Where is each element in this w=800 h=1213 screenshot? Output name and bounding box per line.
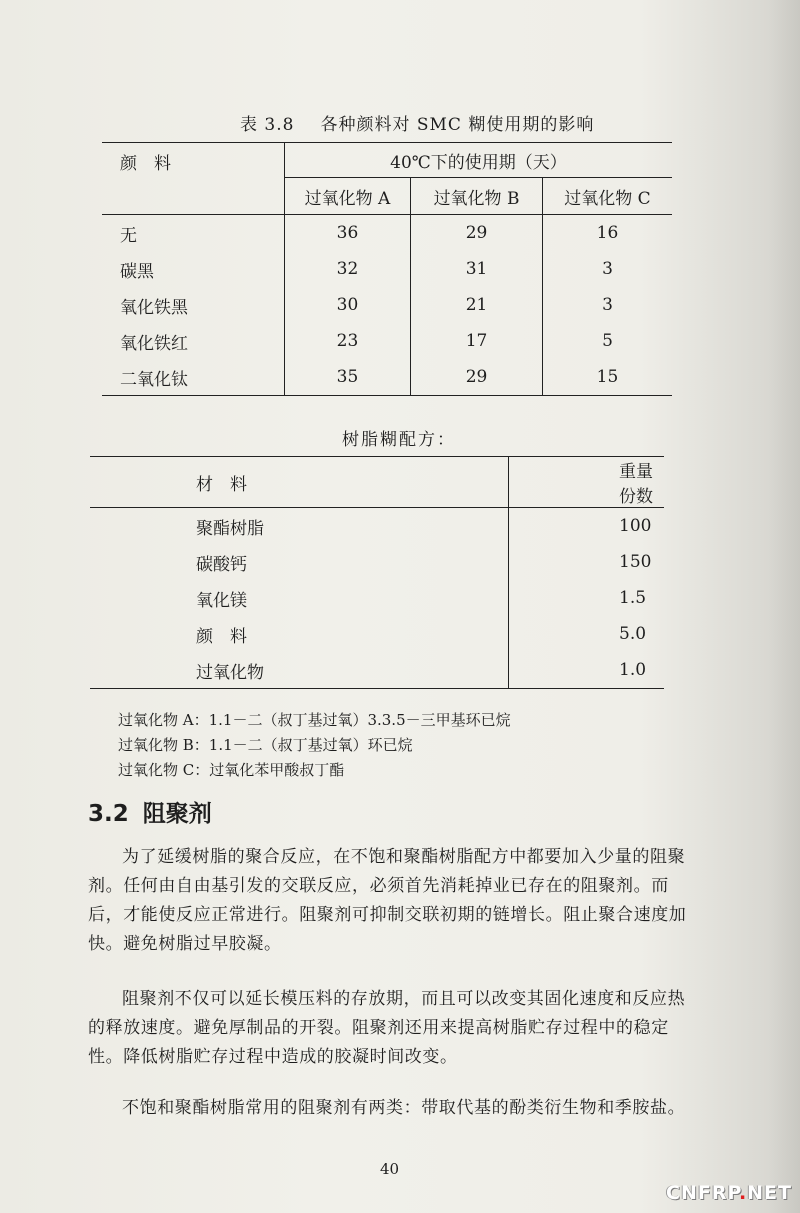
note-peroxide-b: 过氧化物 B：1.1－二（叔丁基过氧）环已烷 bbox=[118, 736, 413, 754]
value-a-cell: 35 bbox=[284, 359, 410, 396]
material-cell: 聚酯树脂 bbox=[90, 508, 509, 545]
value-a-cell: 32 bbox=[284, 251, 410, 287]
resin-paste-formula-table bbox=[90, 456, 664, 689]
table-row bbox=[90, 508, 664, 545]
watermark-right: NET bbox=[747, 1182, 792, 1204]
material-cell: 过氧化物 bbox=[90, 652, 509, 689]
paragraph bbox=[88, 985, 700, 1072]
material-cell: 氧化镁 bbox=[90, 580, 509, 616]
value-b-cell: 31 bbox=[411, 251, 543, 287]
value-a-cell: 36 bbox=[284, 215, 410, 252]
table-row bbox=[102, 323, 672, 359]
page-number: 40 bbox=[380, 1160, 400, 1178]
paragraph-text: 为了延缓树脂的聚合反应，在不饱和聚酯树脂配方中都要加入少量的阻聚剂。任何由自由基引发的交联反应，必须首先消耗掉业已存在的阻聚剂。而后，才能使反应正常进行。阻聚剂可抑制交联初期的链增长。阻止聚合速度加快。避免树脂过早胶凝。 bbox=[88, 847, 687, 954]
pigment-cell: 氧化铁红 bbox=[102, 323, 284, 359]
pigment-cell: 二氧化钛 bbox=[102, 359, 284, 396]
value-a-cell: 23 bbox=[284, 323, 410, 359]
value-a-cell: 30 bbox=[284, 287, 410, 323]
parts-cell: 150 bbox=[619, 552, 652, 572]
site-watermark bbox=[666, 1182, 792, 1204]
table-row bbox=[102, 215, 672, 252]
watermark-dot: . bbox=[738, 1182, 748, 1204]
table-number: 表 3.8 bbox=[240, 115, 295, 135]
col-header-material: 材 料 bbox=[90, 457, 509, 508]
paragraph-text: 不饱和聚酯树脂常用的阻聚剂有两类：带取代基的酚类衍生物和季胺盐。 bbox=[122, 1098, 686, 1118]
paragraph bbox=[88, 1094, 700, 1123]
paragraph-text: 阻聚剂不仅可以延长模压料的存放期，而且可以改变其固化速度和反应热的释放速度。避免厚制品的开裂。阻聚剂还用来提高树脂贮存过程中的稳定性。降低树脂贮存过程中造成的胶凝时间改变。 bbox=[88, 989, 686, 1067]
value-c-cell: 16 bbox=[596, 223, 619, 243]
table-row bbox=[90, 580, 664, 616]
section-number: 3.2 bbox=[88, 801, 129, 827]
section-heading bbox=[88, 795, 212, 828]
col-header-weight-parts: 重量份数 bbox=[509, 457, 665, 508]
value-b-cell: 21 bbox=[411, 287, 543, 323]
parts-cell: 100 bbox=[619, 516, 652, 536]
table-row bbox=[90, 616, 664, 652]
col-header-peroxide-b: 过氧化物 B bbox=[411, 178, 543, 215]
table-caption bbox=[240, 110, 594, 135]
value-c-cell: 3 bbox=[602, 295, 613, 315]
value-c-cell: 5 bbox=[602, 331, 613, 351]
col-header-peroxide-a: 过氧化物 A bbox=[284, 178, 410, 215]
parts-cell: 5.0 bbox=[619, 624, 647, 644]
table-row bbox=[102, 287, 672, 323]
pigment-cell: 碳黑 bbox=[102, 251, 284, 287]
parts-cell: 1.0 bbox=[509, 652, 665, 689]
value-c-cell: 3 bbox=[602, 259, 613, 279]
table-row bbox=[102, 359, 672, 396]
section-title: 阻聚剂 bbox=[142, 801, 212, 827]
pigment-cell: 氧化铁黑 bbox=[102, 287, 284, 323]
pigment-pot-life-table bbox=[102, 142, 672, 396]
paragraph bbox=[88, 843, 700, 959]
formula-table-title: 树脂糊配方： bbox=[342, 430, 456, 450]
table-row bbox=[102, 251, 672, 287]
table-notes bbox=[118, 708, 511, 783]
table-row bbox=[90, 652, 664, 689]
material-cell: 颜 料 bbox=[90, 616, 509, 652]
value-b-cell: 17 bbox=[411, 323, 543, 359]
value-b-cell: 29 bbox=[411, 359, 543, 396]
watermark-left: CNFRP bbox=[666, 1182, 739, 1204]
note-peroxide-c: 过氧化物 C：过氧化苯甲酸叔丁酯 bbox=[118, 761, 345, 779]
col-header-pigment: 颜 料 bbox=[102, 143, 284, 215]
parts-cell: 1.5 bbox=[619, 588, 647, 608]
material-cell: 碳酸钙 bbox=[90, 544, 509, 580]
col-header-peroxide-c: 过氧化物 C bbox=[542, 178, 672, 215]
col-group-header: 40℃下的使用期（天） bbox=[284, 143, 672, 178]
value-b-cell: 29 bbox=[411, 215, 543, 252]
pigment-cell: 无 bbox=[102, 215, 284, 252]
table-caption-text: 各种颜料对 SMC 糊使用期的影响 bbox=[320, 115, 595, 135]
value-c-cell: 15 bbox=[542, 359, 672, 396]
table-row bbox=[90, 544, 664, 580]
note-peroxide-a: 过氧化物 A：1.1－二（叔丁基过氧）3.3.5－三甲基环已烷 bbox=[118, 711, 511, 729]
